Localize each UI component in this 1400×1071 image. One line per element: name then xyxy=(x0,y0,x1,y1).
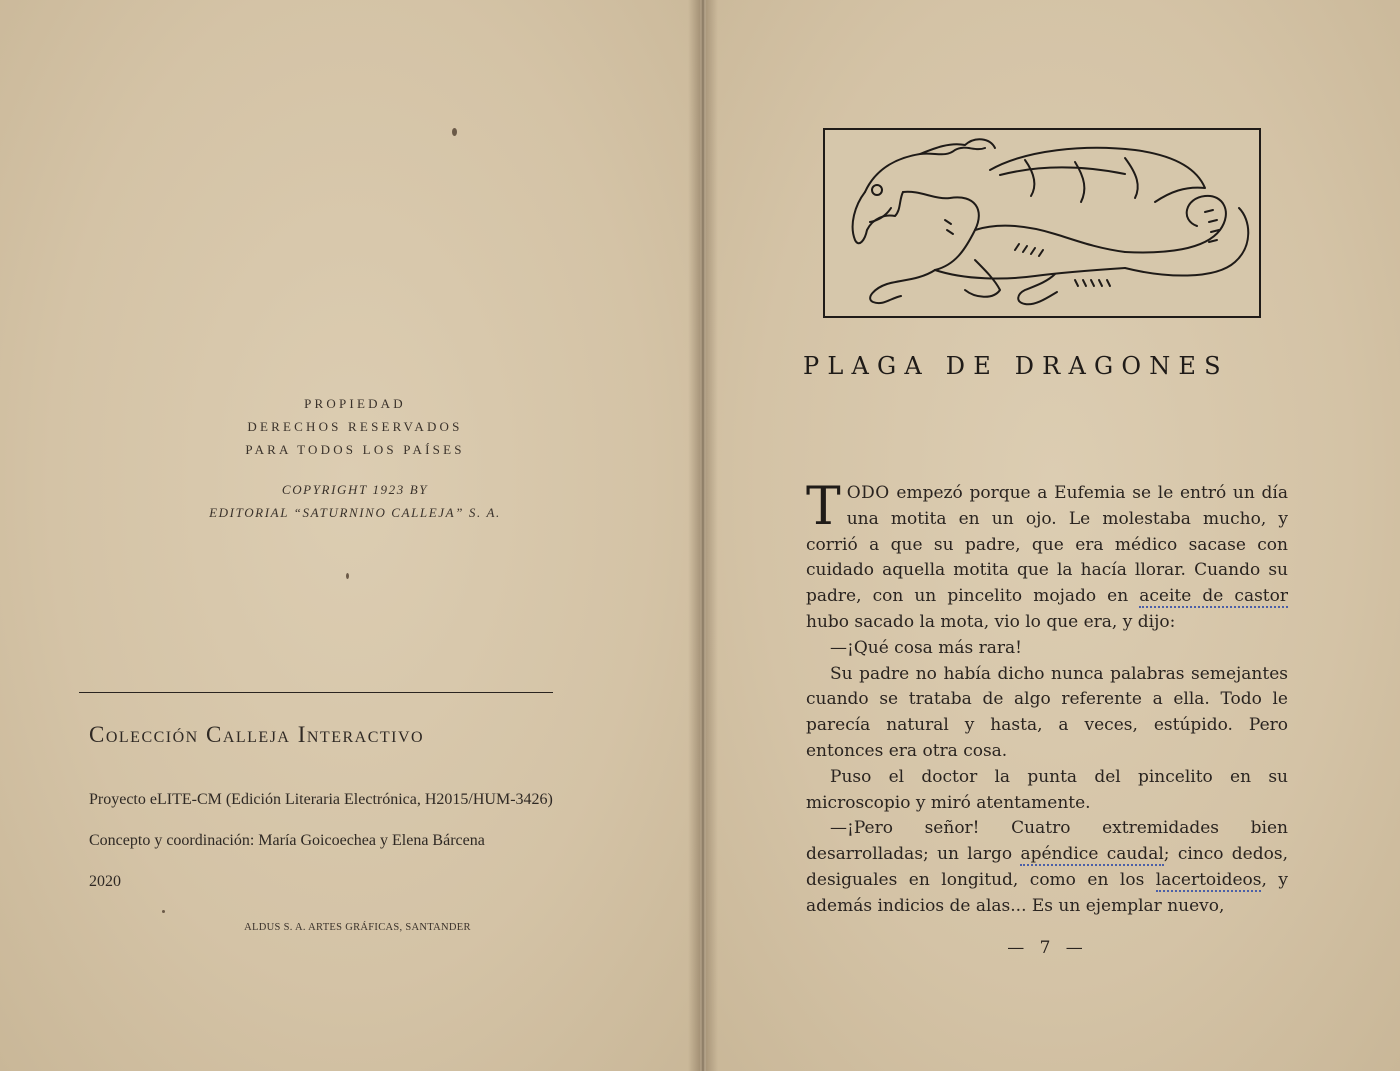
rights-line: DERECHOS RESERVADOS xyxy=(247,419,463,434)
printer-credit: ALDUS S. A. ARTES GRÁFICAS, SANTANDER xyxy=(244,922,471,933)
paragraph: —¡Qué cosa más rara! xyxy=(830,637,1022,658)
paragraph: Puso el doctor la punta del pincelito en su microscopio y miró atentamente. xyxy=(806,766,1288,813)
drop-cap: T xyxy=(806,477,841,537)
rights-line: PROPIEDAD xyxy=(304,396,406,411)
paragraph-text: hubo sacado la mota, vio lo que era, y dijo: xyxy=(806,611,1176,632)
paragraph xyxy=(806,477,1288,636)
paragraph: Su padre no había dicho nunca palabras semejantes cuando se trataba de algo referente a ella. Todo le parecía natural y hasta, a veces, estúpido. Pero entonces era otra cosa. xyxy=(806,663,1288,761)
glossary-link[interactable]: apéndice caudal xyxy=(1020,844,1164,865)
rights-notice xyxy=(130,392,580,461)
rights-line: PARA TODOS LOS PAÍSES xyxy=(245,442,465,457)
copyright-line: COPYRIGHT 1923 BY xyxy=(281,482,429,497)
paper-speck xyxy=(162,910,165,913)
chapter-title: PLAGA DE DRAGONES xyxy=(803,352,1229,380)
first-word-caps: ODO xyxy=(846,483,890,503)
concept-credit: Concepto y coordinación: María Goicoechea y Elena Bárcena xyxy=(89,832,485,849)
glossary-link[interactable]: lacertoideos xyxy=(1155,869,1262,890)
collection-title: Colección Calleja Interactivo xyxy=(89,722,425,747)
copyright-line: EDITORIAL “SATURNINO CALLEJA” S. A. xyxy=(209,505,501,520)
story-text xyxy=(806,477,1288,920)
divider-rule xyxy=(79,692,553,693)
dragon-drawing-icon xyxy=(825,130,1258,315)
paragraph-text: , y además indicios de alas... Es un ejemplar nuevo, xyxy=(806,869,1288,916)
dragon-illustration xyxy=(823,128,1261,318)
paragraph-text: —¡Pero señor! Cuatro extremidades bien desarrolladas; un largo xyxy=(806,818,1288,865)
paper-speck xyxy=(346,573,349,579)
paragraph-text: empezó porque a Eufemia se le entró un día una motita en un ojo. Le molestaba mucho, y corrió a que su padre, que era médico sacase con cuidado aquella motita que la hacía llorar. Cuando su padre, con un pincelito mojado en xyxy=(806,483,1288,607)
copyright-notice xyxy=(130,478,580,524)
year: 2020 xyxy=(89,873,121,890)
book-gutter xyxy=(688,0,718,1071)
project-credit: Proyecto eLITE-CM (Edición Literaria Electrónica, H2015/HUM-3426) xyxy=(89,791,553,808)
paragraph-text: ; cinco dedos, desiguales en longitud, como en los xyxy=(806,844,1288,890)
paragraph xyxy=(806,816,1288,919)
paper-speck xyxy=(452,128,457,136)
glossary-link[interactable]: aceite de castor xyxy=(1139,586,1288,607)
page-number: — 7 — xyxy=(1007,938,1083,958)
